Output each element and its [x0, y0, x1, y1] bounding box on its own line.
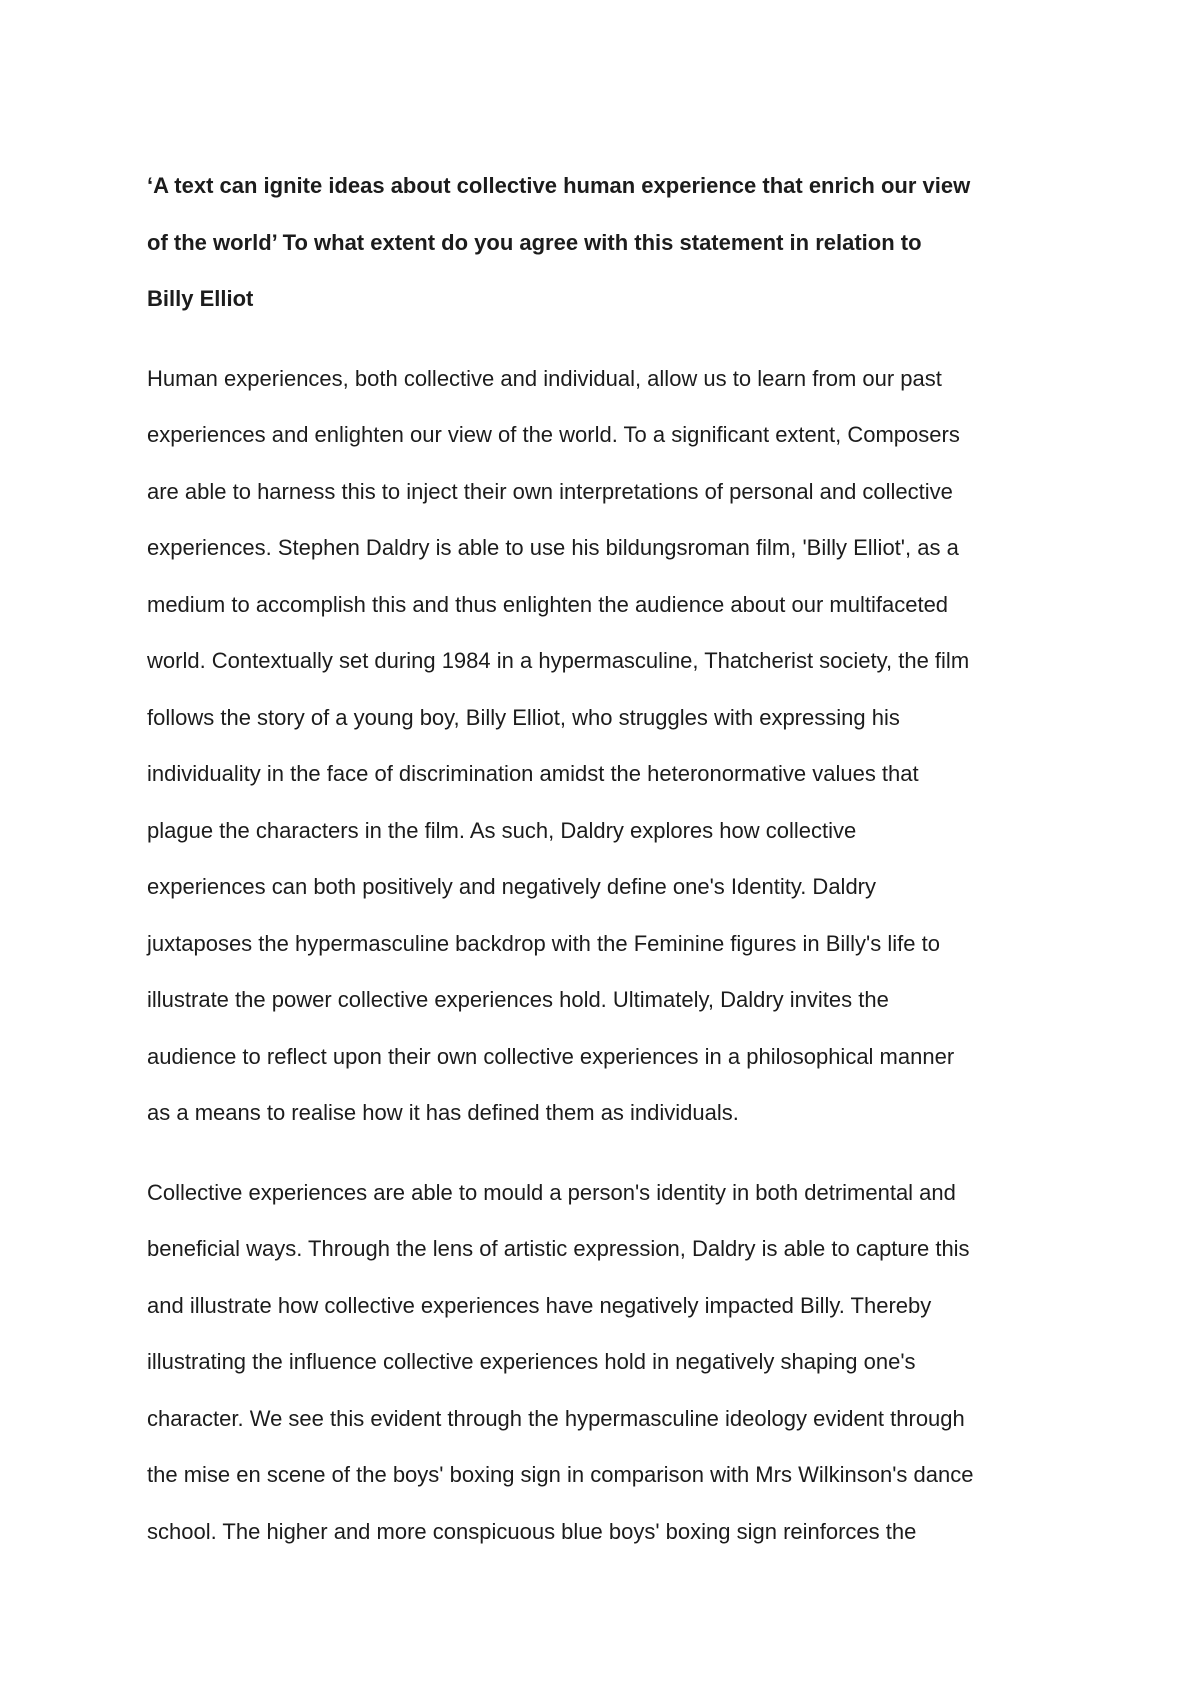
text-line: juxtaposes the hypermasculine backdrop with the Feminine figures in Billy's life to — [147, 930, 940, 956]
title-line: of the world’ To what extent do you agree with this statement in relation to — [147, 229, 922, 255]
title-line: ‘A text can ignite ideas about collective human experience that enrich our view — [147, 173, 971, 198]
document-content — [147, 158, 1077, 1560]
text-line: Human experiences, both collective and individual, allow us to learn from our past — [147, 365, 942, 391]
text-line: world. Contextually set during 1984 in a hypermasculine, Thatcherist society, the film — [147, 648, 970, 673]
text-line: and illustrate how collective experiences have negatively impacted Billy. Thereby — [147, 1292, 932, 1318]
text-line: school. The higher and more conspicuous blue boys' boxing sign reinforces the — [147, 1518, 917, 1544]
text-line: character. We see this evident through the hypermasculine ideology evident through — [147, 1405, 965, 1431]
text-line: are able to harness this to inject their own interpretations of personal and collective — [147, 478, 953, 504]
text-line: illustrating the influence collective experiences hold in negatively shaping one's — [147, 1349, 916, 1374]
text-line: experiences. Stephen Daldry is able to use his bildungsroman film, 'Billy Elliot', as a — [147, 535, 959, 560]
text-line: illustrate the power collective experiences hold. Ultimately, Daldry invites the — [147, 987, 889, 1012]
text-line: Collective experiences are able to mould a person's identity in both detrimental and — [147, 1179, 956, 1205]
text-line: audience to reflect upon their own collective experiences in a philosophical manner — [147, 1043, 955, 1069]
essay-title — [147, 158, 1077, 328]
text-line: follows the story of a young boy, Billy Elliot, who struggles with expressing his — [147, 704, 900, 730]
paragraph-introduction — [147, 351, 1077, 1142]
text-line: plague the characters in the film. As such, Daldry explores how collective — [147, 817, 857, 843]
text-line: medium to accomplish this and thus enlighten the audience about our multifaceted — [147, 591, 949, 617]
title-line: Billy Elliot — [147, 286, 254, 311]
text-line: as a means to realise how it has defined them as individuals. — [147, 1100, 739, 1125]
text-line: individuality in the face of discrimination amidst the heteronormative values that — [147, 761, 919, 786]
text-line: beneficial ways. Through the lens of artistic expression, Daldry is able to capture this — [147, 1236, 970, 1261]
paragraph-body-1 — [147, 1165, 1077, 1561]
text-line: the mise en scene of the boys' boxing sign in comparison with Mrs Wilkinson's dance — [147, 1462, 974, 1487]
text-line: experiences and enlighten our view of the world. To a significant extent, Composers — [147, 422, 960, 447]
text-line: experiences can both positively and negatively define one's Identity. Daldry — [147, 874, 877, 899]
